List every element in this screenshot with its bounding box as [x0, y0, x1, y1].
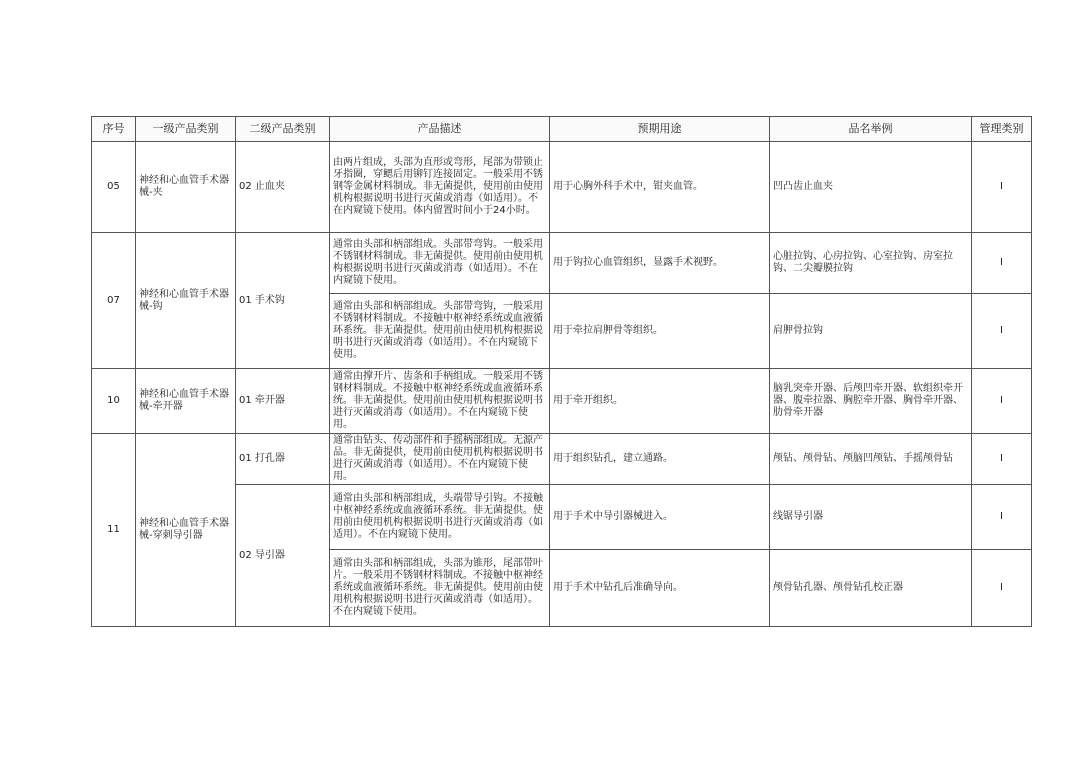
- table-row: [92, 434, 1032, 485]
- row-examples: 脑乳突牵开器、后颅凹牵开器、软组织牵开器、腹牵拉器、胸腔牵开器、胸骨牵开器、肋骨牵开器: [770, 369, 972, 434]
- row-description: 由两片组成，头部为直形或弯形，尾部为带锁止牙指圈，穿鳃后用铆钉连接固定。一般采用不锈钢等金属材料制成。非无菌提供，使用前由使用机构根据说明书进行灭菌或消毒（如适用）。不在内窥镜下使用。体内留置时间小于24小时。: [330, 142, 550, 233]
- table-header-row: [92, 117, 1032, 142]
- table-row: [92, 369, 1032, 434]
- table-row: [92, 233, 1032, 294]
- row-description: 通常由头部和柄部组成，头部为锥形，尾部带叶片。一般采用不锈钢材料制成。不接触中枢神经系统或血液循环系统。非无菌提供。使用前由使用机构根据说明书进行灭菌或消毒（如适用）。不在内窥镜下使用。: [330, 550, 550, 627]
- row-management-class: Ⅰ: [972, 142, 1032, 233]
- row-num: 07: [92, 233, 136, 369]
- product-catalog-table: [91, 116, 1032, 627]
- row-description: 通常由头部和柄部组成。头部带弯钩，一般采用不锈钢材料制成。不接触中枢神经系统或血液循环系统。非无菌提供。使用前由使用机构根据说明书进行灭菌或消毒（如适用）。不在内窥镜下使用。: [330, 294, 550, 369]
- row-intended-use: 用于组织钻孔，建立通路。: [550, 434, 770, 485]
- row-category-2: 01 手术钩: [236, 233, 330, 369]
- row-management-class: Ⅰ: [972, 233, 1032, 294]
- row-num: 10: [92, 369, 136, 434]
- row-category-1: 神经和心血管手术器械-穿刺导引器: [136, 434, 236, 627]
- row-intended-use: 用于手术中导引器械进入。: [550, 485, 770, 550]
- table-row: [92, 142, 1032, 233]
- row-management-class: Ⅰ: [972, 434, 1032, 485]
- row-intended-use: 用于牵开组织。: [550, 369, 770, 434]
- header-management-class: 管理类别: [972, 117, 1032, 142]
- row-description: 通常由头部和柄部组成。头部带弯钩。一般采用不锈钢材料制成。非无菌提供。使用前由使用机构根据说明书进行灭菌或消毒（如适用）。不在内窥镜下使用。: [330, 233, 550, 294]
- row-num: 11: [92, 434, 136, 627]
- row-category-2: 01 牵开器: [236, 369, 330, 434]
- row-description: 通常由钻头、传动部件和手摇柄部组成。无源产品。非无菌提供，使用前由使用机构根据说明书进行灭菌或消毒（如适用）。不在内窥镜下使用。: [330, 434, 550, 485]
- row-examples: 颅骨钻孔器、颅骨钻孔校正器: [770, 550, 972, 627]
- row-intended-use: 用于钩拉心血管组织，显露手术视野。: [550, 233, 770, 294]
- row-management-class: Ⅰ: [972, 369, 1032, 434]
- row-management-class: Ⅰ: [972, 294, 1032, 369]
- row-category-2: 02 导引器: [236, 485, 330, 627]
- header-description: 产品描述: [330, 117, 550, 142]
- header-category-2: 二级产品类别: [236, 117, 330, 142]
- row-examples: 肩胛骨拉钩: [770, 294, 972, 369]
- row-examples: 颅钻、颅骨钻、颅脑凹颅钻、手摇颅骨钻: [770, 434, 972, 485]
- row-num: 05: [92, 142, 136, 233]
- header-category-1: 一级产品类别: [136, 117, 236, 142]
- row-examples: 凹凸齿止血夹: [770, 142, 972, 233]
- header-examples: 品名举例: [770, 117, 972, 142]
- row-category-2: 01 打孔器: [236, 434, 330, 485]
- row-intended-use: 用于手术中钻孔后准确导向。: [550, 550, 770, 627]
- row-category-2: 02 止血夹: [236, 142, 330, 233]
- row-description: 通常由撑开片、齿条和手柄组成。一般采用不锈钢材料制成。不接触中枢神经系统或血液循环系统。非无菌提供。使用前由使用机构根据说明书进行灭菌或消毒（如适用）。不在内窥镜下使用。: [330, 369, 550, 434]
- row-management-class: Ⅰ: [972, 550, 1032, 627]
- row-description: 通常由头部和柄部组成，头端带导引钩。不接触中枢神经系统或血液循环系统。非无菌提供。使用前由使用机构根据说明书进行灭菌或消毒（如适用）。不在内窥镜下使用。: [330, 485, 550, 550]
- row-examples: 心脏拉钩、心房拉钩、心室拉钩、房室拉钩、二尖瓣膜拉钩: [770, 233, 972, 294]
- row-intended-use: 用于心胸外科手术中，钳夹血管。: [550, 142, 770, 233]
- row-intended-use: 用于牵拉肩胛骨等组织。: [550, 294, 770, 369]
- row-management-class: Ⅰ: [972, 485, 1032, 550]
- row-examples: 线锯导引器: [770, 485, 972, 550]
- header-num: 序号: [92, 117, 136, 142]
- row-category-1: 神经和心血管手术器械-牵开器: [136, 369, 236, 434]
- row-category-1: 神经和心血管手术器械-夹: [136, 142, 236, 233]
- header-intended-use: 预期用途: [550, 117, 770, 142]
- row-category-1: 神经和心血管手术器械-钩: [136, 233, 236, 369]
